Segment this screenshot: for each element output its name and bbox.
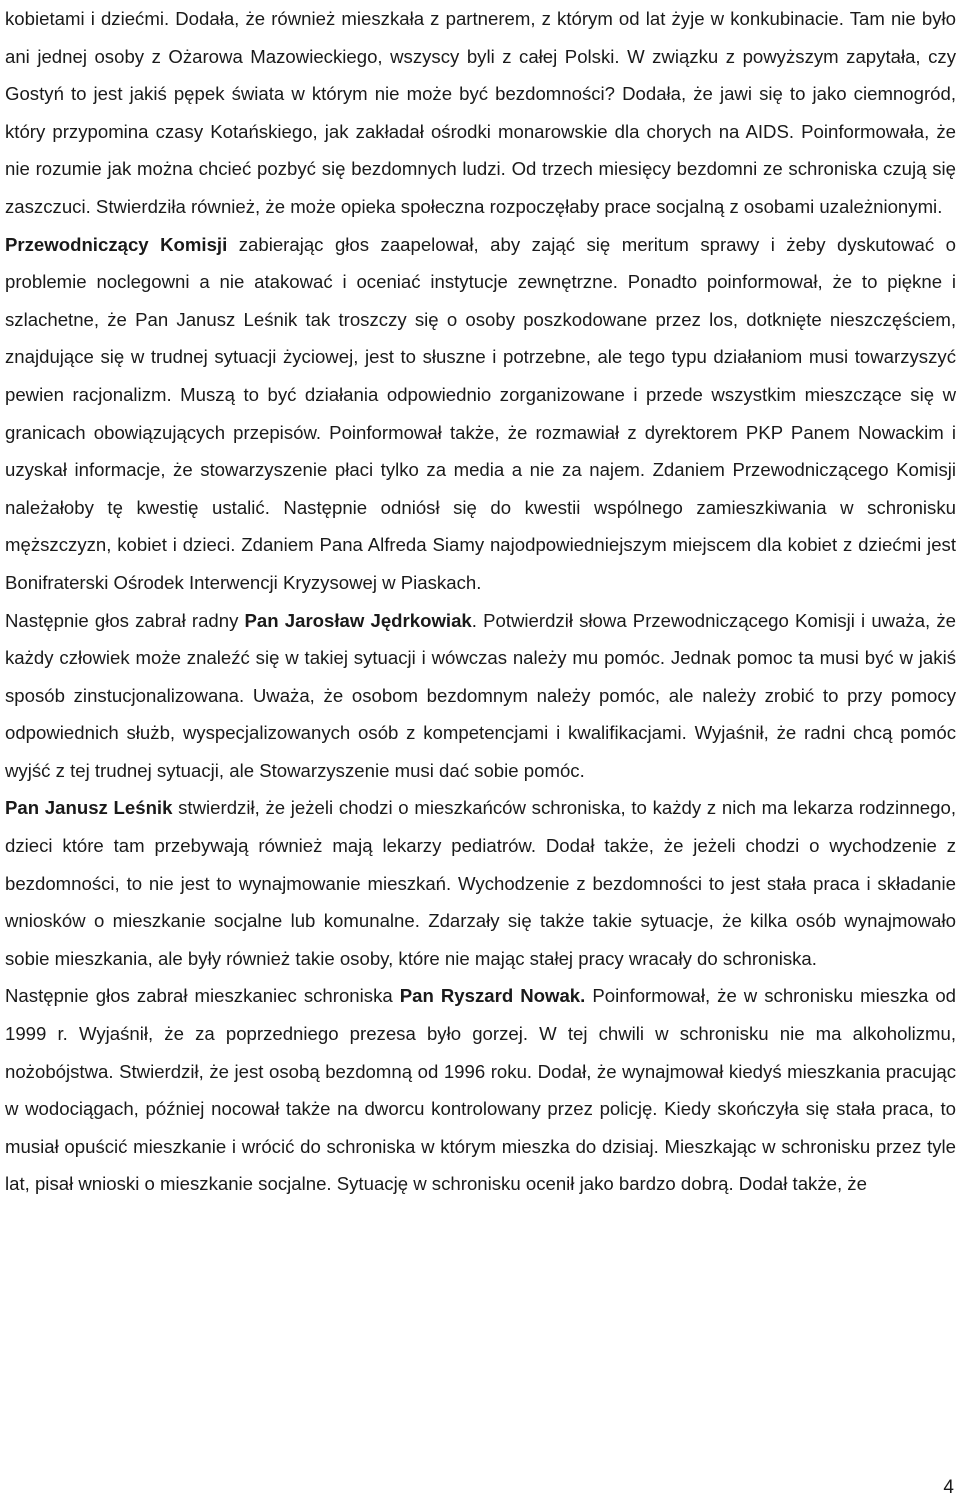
text-segment: Poinformował, że w schronisku mieszka od 1999 r. Wyjaśnił, że za poprzedniego prezesa było gorzej. W tej chwili w schronisku nie ma alkoholizmu, nożobójstwa. Stwierdził, że jest osobą bezdomną od 1996 roku. Dodał, że wynajmował kiedyś mieszkania pracując w wodociągach, później nocował także na dworcu kontrolowany przez policję. Kiedy skończyła się stała praca, to musiał opuścić mieszkanie i wrócić do schroniska w którym mieszka do dzisiaj. Mieszkając w schronisku przez tyle lat, pisał wnioski o mieszkanie socjalne. Sytuację w schronisku ocenił jako bardzo dobrą. Dodał także, że [5,985,957,1195]
document-page [5,0,956,1203]
text-segment: Następnie głos zabrał mieszkaniec schroniska [5,985,400,1007]
paragraph [5,602,956,790]
text-segment: zabierając głos zaapelował, aby zająć się meritum sprawy i żeby dyskutować o problemie noclegowni a nie atakować i oceniać instytucje zewnętrzne. Ponadto poinformował, że to piękne i szlachetne, że Pan Janusz Leśnik tak troszczy się o osoby poszkodowane przez los, dotknięte nieszczęściem, znajdujące się w trudnej sytuacji życiowej, jest to słuszne i potrzebne, ale tego typu działaniom musi towarzyszyć pewien racjonalizm. Muszą to być działania odpowiednio zorganizowane i przede wszystkim mieszczące się w granicach obowiązujących przepisów. Poinformował także, że rozmawiał z dyrektorem PKP Panem Nowackim i uzyskał informacje, że stowarzyszenie płaci tylko za media a nie za najem. Zdaniem Przewodniczącego Komisji należałoby tę kwestię ustalić. Następnie odniósł się do kwestii wspólnego zamieszkiwania w schronisku męższczyzn, kobiet i dzieci. Zdaniem Pana Alfreda Siamy najodpowiedniejszym miejscem dla kobiet z dziećmi jest Bonifraterski Ośrodek Interwencji Kryzysowej w Piaskach. [5,233,956,593]
paragraph [5,789,956,977]
text-segment: . Potwierdził słowa Przewodniczącego Komisji i uważa, że każdy człowiek może znaleźć się w takiej sytuacji i wówczas należy mu pomóc. Jednak pomoc ta musi być w jakiś sposób zinstucjonalizowana. Uważa, że osobom bezdomnym należy pomóc, ale należy zrobić to przy pomocy odpowiednich służb, wyspecjalizowanych osób z kompetencjami i kwalifikacjami. Wyjaśnił, że radni chcą pomóc wyjść z tej trudnej sytuacji, ale Stowarzyszenie musi dać sobie pomóc. [5,609,956,781]
paragraph [5,977,956,1203]
text-segment: stwierdził, że jeżeli chodzi o mieszkańców schroniska, to każdy z nich ma lekarza rodzinnego, dzieci które tam przebywają również mają lekarzy pediatrów. Dodał także, że jeżeli chodzi o wychodzenie z bezdomności, to nie jest to wynajmowanie mieszkań. Wychodzenie z bezdomności to jest stała praca i składanie wniosków o mieszkanie socjalne lub komunalne. Zdarzały się także takie sytuacje, że kilka osób wynajmowało sobie mieszkania, ale były również takie osoby, które nie mając stałej pracy wracały do schroniska. [5,797,956,969]
text-segment: kobietami i dziećmi. Dodała, że również mieszkała z partnerem, z którym od lat żyje w konkubinacie. Tam nie było ani jednej osoby z Ożarowa Mazowieckiego, wszyscy byli z całej Polski. W związku z powyższym zapytała, czy Gostyń to jest jakiś pępek świata w którym nie może być bezdomności? Dodała, że jawi się to jako ciemnogród, który przypomina czasy Kotańskiego, jak zakładał ośrodki monarowskie dla chorych na AIDS. Poinformowała, że nie rozumie jak można chcieć pozbyć się bezdomnych ludzi. Od trzech miesięcy bezdomni ze schroniska czują się zaszczuci. Stwierdziła również, że może opieka społeczna rozpoczęłaby prace socjalną z osobami uzależnionymi. [5,8,956,217]
text-segment: Następnie głos zabrał radny [5,609,245,631]
paragraph [5,0,956,226]
speaker-name: Pan Jarosław Jędrkowiak [244,609,472,631]
speaker-name: Pan Janusz Leśnik [5,797,173,819]
paragraph [5,226,956,602]
page-number: 4 [943,1477,954,1498]
speaker-name: Przewodniczący Komisji [5,233,228,255]
speaker-name: Pan Ryszard Nowak. [399,985,586,1007]
